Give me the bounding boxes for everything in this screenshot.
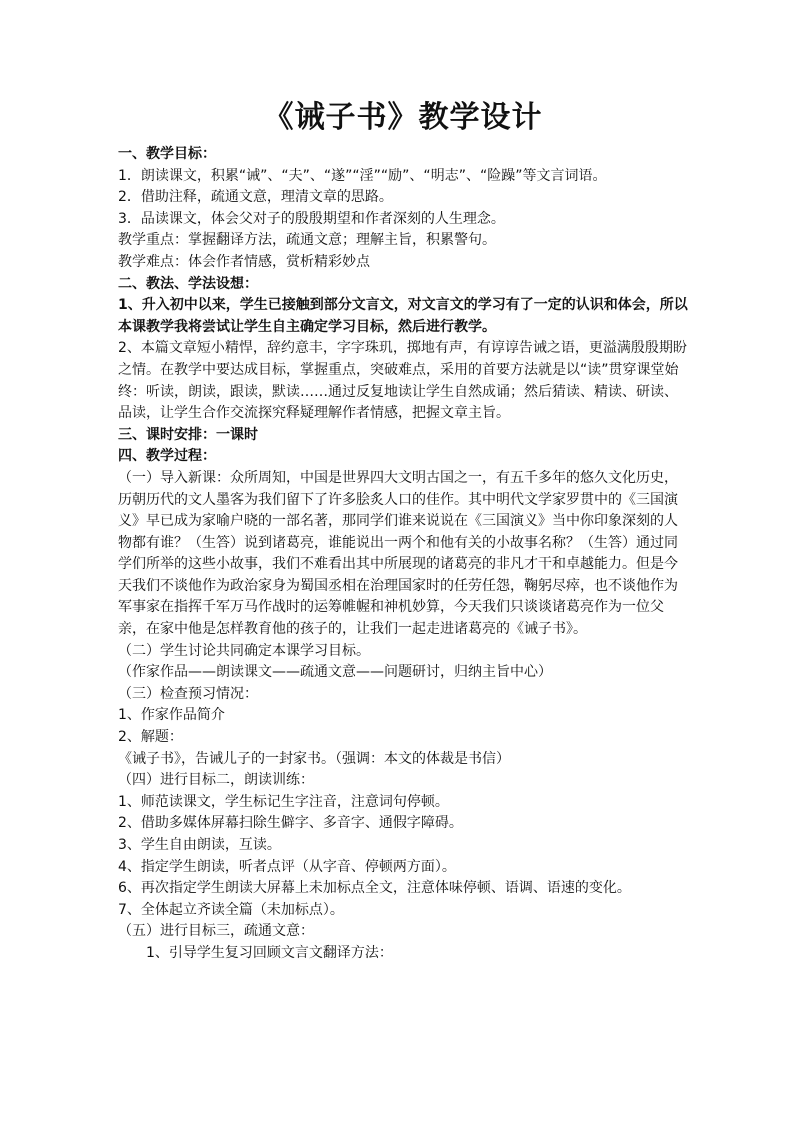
section-heading: 二、教法、学法设想： xyxy=(118,275,258,292)
paragraph: （四）进行目标二，朗读训练： xyxy=(118,772,314,789)
paragraph: 《诫子书》，告诫儿子的一封家书。（强调：本文的体裁是书信） xyxy=(118,750,510,767)
paragraph: 4、指定学生朗读，听者点评（从字音、停顿两方面）。 xyxy=(118,858,456,875)
document-body xyxy=(118,144,688,965)
section-heading: 一、教学目标： xyxy=(118,146,216,162)
paragraph: 1．朗读课文，积累“诫”、“夫”、“遂”“淫”“励”、“明志”、“险躁”等文言词语。 xyxy=(118,167,607,184)
paragraph: 3．品读课文，体会父对子的殷殷期望和作者深刻的人生理念。 xyxy=(118,210,505,227)
paragraph: 2、借助多媒体屏幕扫除生僻字、多音字、通假字障碍。 xyxy=(118,815,463,832)
paragraph: （三）检查预习情况： xyxy=(118,685,258,702)
paragraph: （作家作品——朗读课文——疏通文意——问题研讨，归纳主旨中心） xyxy=(118,664,552,681)
paragraph: 1、作家作品简介 xyxy=(118,707,225,724)
paragraph: 教学难点：体会作者情感，赏析精彩妙点 xyxy=(118,253,370,270)
paragraph: （一）导入新课：众所周知，中国是世界四大文明古国之一，有五千多年的悠久文化历史，历朝历代的文人墨客为我们留下了许多脍炙人口的佳作。其中明代文学家罗贯中的《三国演义》早已成为家喻户晓的一部名著，那同学们谁来说说在《三国演义》当中你印象深刻的人物都有谁？（生答）说到诸葛亮，谁能说出一两个和他有关的小故事名称？（生答）通过同学们所举的这些小故事，我们不难看出其中所展现的诸葛亮的非凡才干和卓越能力。但是今天我们不谈他作为政治家身为蜀国丞相在治理国家时的任劳任怨，鞠躬尽瘁，也不谈他作为军事家在指挥千军万马作战时的运筹帷幄和神机妙算，今天我们只谈谈诸葛亮作为一位父亲，在家中他是怎样教育他的孩子的，让我们一起走进诸葛亮的《诫子书》。 xyxy=(118,469,678,638)
document-title: 《诫子书》教学设计 xyxy=(263,100,543,135)
document-page xyxy=(118,96,688,965)
paragraph: 2．借助注释，疏通文意，理清文章的思路。 xyxy=(118,189,393,206)
paragraph: 1、师范读课文，学生标记生字注音，注意词句停顿。 xyxy=(118,793,449,810)
paragraph: 6、再次指定学生朗读大屏幕上未加标点全文，注意体味停顿、语调、语速的变化。 xyxy=(118,880,631,897)
paragraph: 1、引导学生复习回顾文言文翻译方法： xyxy=(146,944,393,961)
paragraph: （二）学生讨论共同确定本课学习目标。 xyxy=(118,642,370,659)
paragraph: 教学重点：掌握翻译方法，疏通文意；理解主旨，积累警句。 xyxy=(118,232,496,249)
section-heading: 三、课时安排：一课时 xyxy=(118,426,258,443)
paragraph: 1、升入初中以来，学生已接触到部分文言文，对文言文的学习有了一定的认识和体会，所以本课教学我将尝试让学生自主确定学习目标，然后进行教学。 xyxy=(118,297,688,335)
section-heading: 四、教学过程： xyxy=(118,448,216,465)
paragraph: 2、本篇文章短小精悍，辞约意丰，字字珠玑，掷地有声，有谆谆告诫之语，更溢满殷殷期盼之情。在教学中要达成目标，掌握重点，突破难点，采用的首要方法就是以“读”贯穿课堂始终：听读，朗读，跟读，默读……通过反复地读让学生自然成诵；然后猜读、精读、研读、品读，让学生合作交流探究释疑理解作者情感，把握文章主旨。 xyxy=(118,340,687,422)
paragraph: 3、学生自由朗读，互读。 xyxy=(118,837,281,853)
paragraph: （五）进行目标三，疏通文意： xyxy=(118,923,314,940)
paragraph: 7、全体起立齐读全篇（未加标点）。 xyxy=(118,901,344,918)
paragraph: 2、解题： xyxy=(118,729,183,746)
